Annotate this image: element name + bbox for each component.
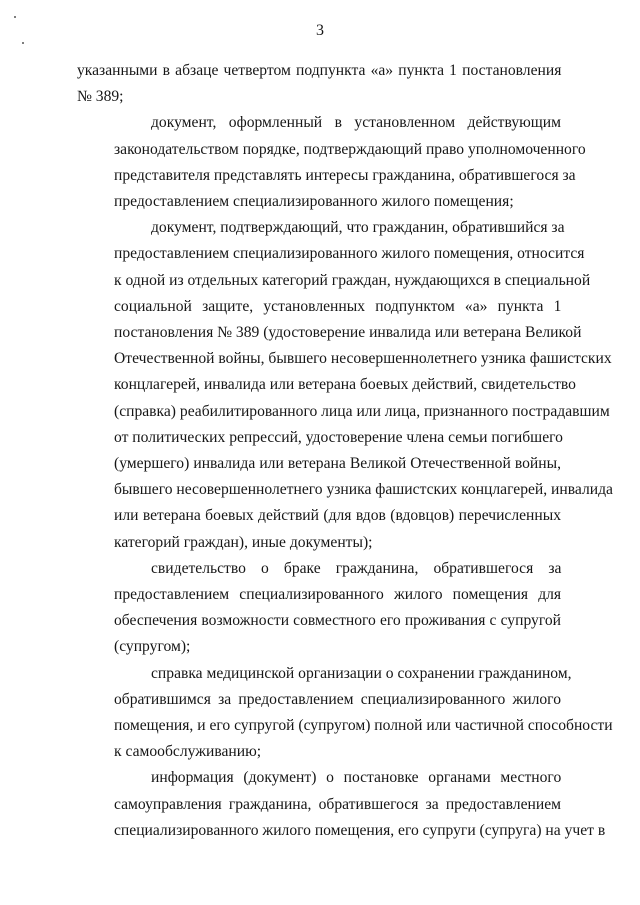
text-line: предоставлением специализированного жилого помещения для — [114, 586, 562, 604]
text-line: социальной защите, установленных подпунктом «а» пункта 1 — [114, 297, 562, 315]
text-line: (справка) реабилитированного лица или лица, признанного пострадавшим — [114, 402, 610, 420]
text-line: к одной из отдельных категорий граждан, нуждающихся в специальной — [114, 271, 591, 289]
text-line: или ветерана боевых действий (для вдов (вдовцов) перечисленных — [114, 507, 561, 525]
page-number: 3 — [316, 22, 324, 39]
text-line: к самообслуживанию; — [114, 743, 262, 761]
text-line: предоставлением специализированного жилого помещения, относится — [114, 245, 585, 263]
paragraph — [77, 765, 606, 844]
text-line: концлагерей, инвалида или ветерана боевых действий, свидетельство — [114, 376, 576, 394]
paragraph — [77, 661, 613, 766]
text-line: документ, оформленный в установленном действующим — [151, 114, 561, 132]
paragraph — [77, 556, 561, 661]
text-line: обратившимся за предоставлением специализированного жилого — [114, 690, 561, 708]
text-line: справка медицинской организации о сохранении гражданином, — [151, 664, 572, 682]
text-line: (умершего) инвалида или ветерана Великой Отечественной войны, — [114, 455, 561, 473]
text-line: самоуправления гражданина, обратившегося за предоставлением — [114, 795, 561, 813]
paragraph — [77, 58, 561, 110]
text-line: Отечественной войны, бывшего несовершеннолетнего узника фашистских — [114, 350, 612, 368]
text-line: свидетельство о браке гражданина, обратившегося за — [151, 559, 562, 577]
text-line: указанными в абзаце четвертом подпункта «а» пункта 1 постановления — [77, 62, 562, 79]
text-line: категорий граждан), иные документы); — [114, 533, 373, 551]
text-line: бывшего несовершеннолетнего узника фашистских концлагерей, инвалида — [114, 481, 613, 499]
text-line: № 389; — [77, 88, 124, 106]
paragraph — [77, 215, 613, 556]
text-line: представителя представлять интересы гражданина, обратившегося за — [114, 166, 576, 184]
document-body — [77, 58, 613, 844]
text-line: от политических репрессий, удостоверение члена семьи погибшего — [114, 428, 563, 446]
paragraph — [77, 110, 586, 215]
text-line: (супругом); — [114, 638, 191, 656]
text-line: информация (документ) о постановке органами местного — [151, 769, 562, 787]
text-line: документ, подтверждающий, что гражданин, обратившийся за — [151, 219, 565, 237]
text-line: обеспечения возможности совместного его проживания с супругой — [114, 612, 561, 630]
text-line: специализированного жилого помещения, его супруги (супруга) на учет в — [114, 821, 606, 839]
scan-speck — [22, 42, 24, 44]
text-line: постановления № 389 (удостоверение инвалида или ветерана Великой — [114, 324, 582, 342]
scan-speck — [14, 16, 16, 18]
text-line: предоставлением специализированного жилого помещения; — [114, 193, 514, 211]
text-line: законодательством порядке, подтверждающий право уполномоченного — [114, 140, 586, 158]
text-line: помещения, и его супругой (супругом) полной или частичной способности — [114, 717, 613, 735]
